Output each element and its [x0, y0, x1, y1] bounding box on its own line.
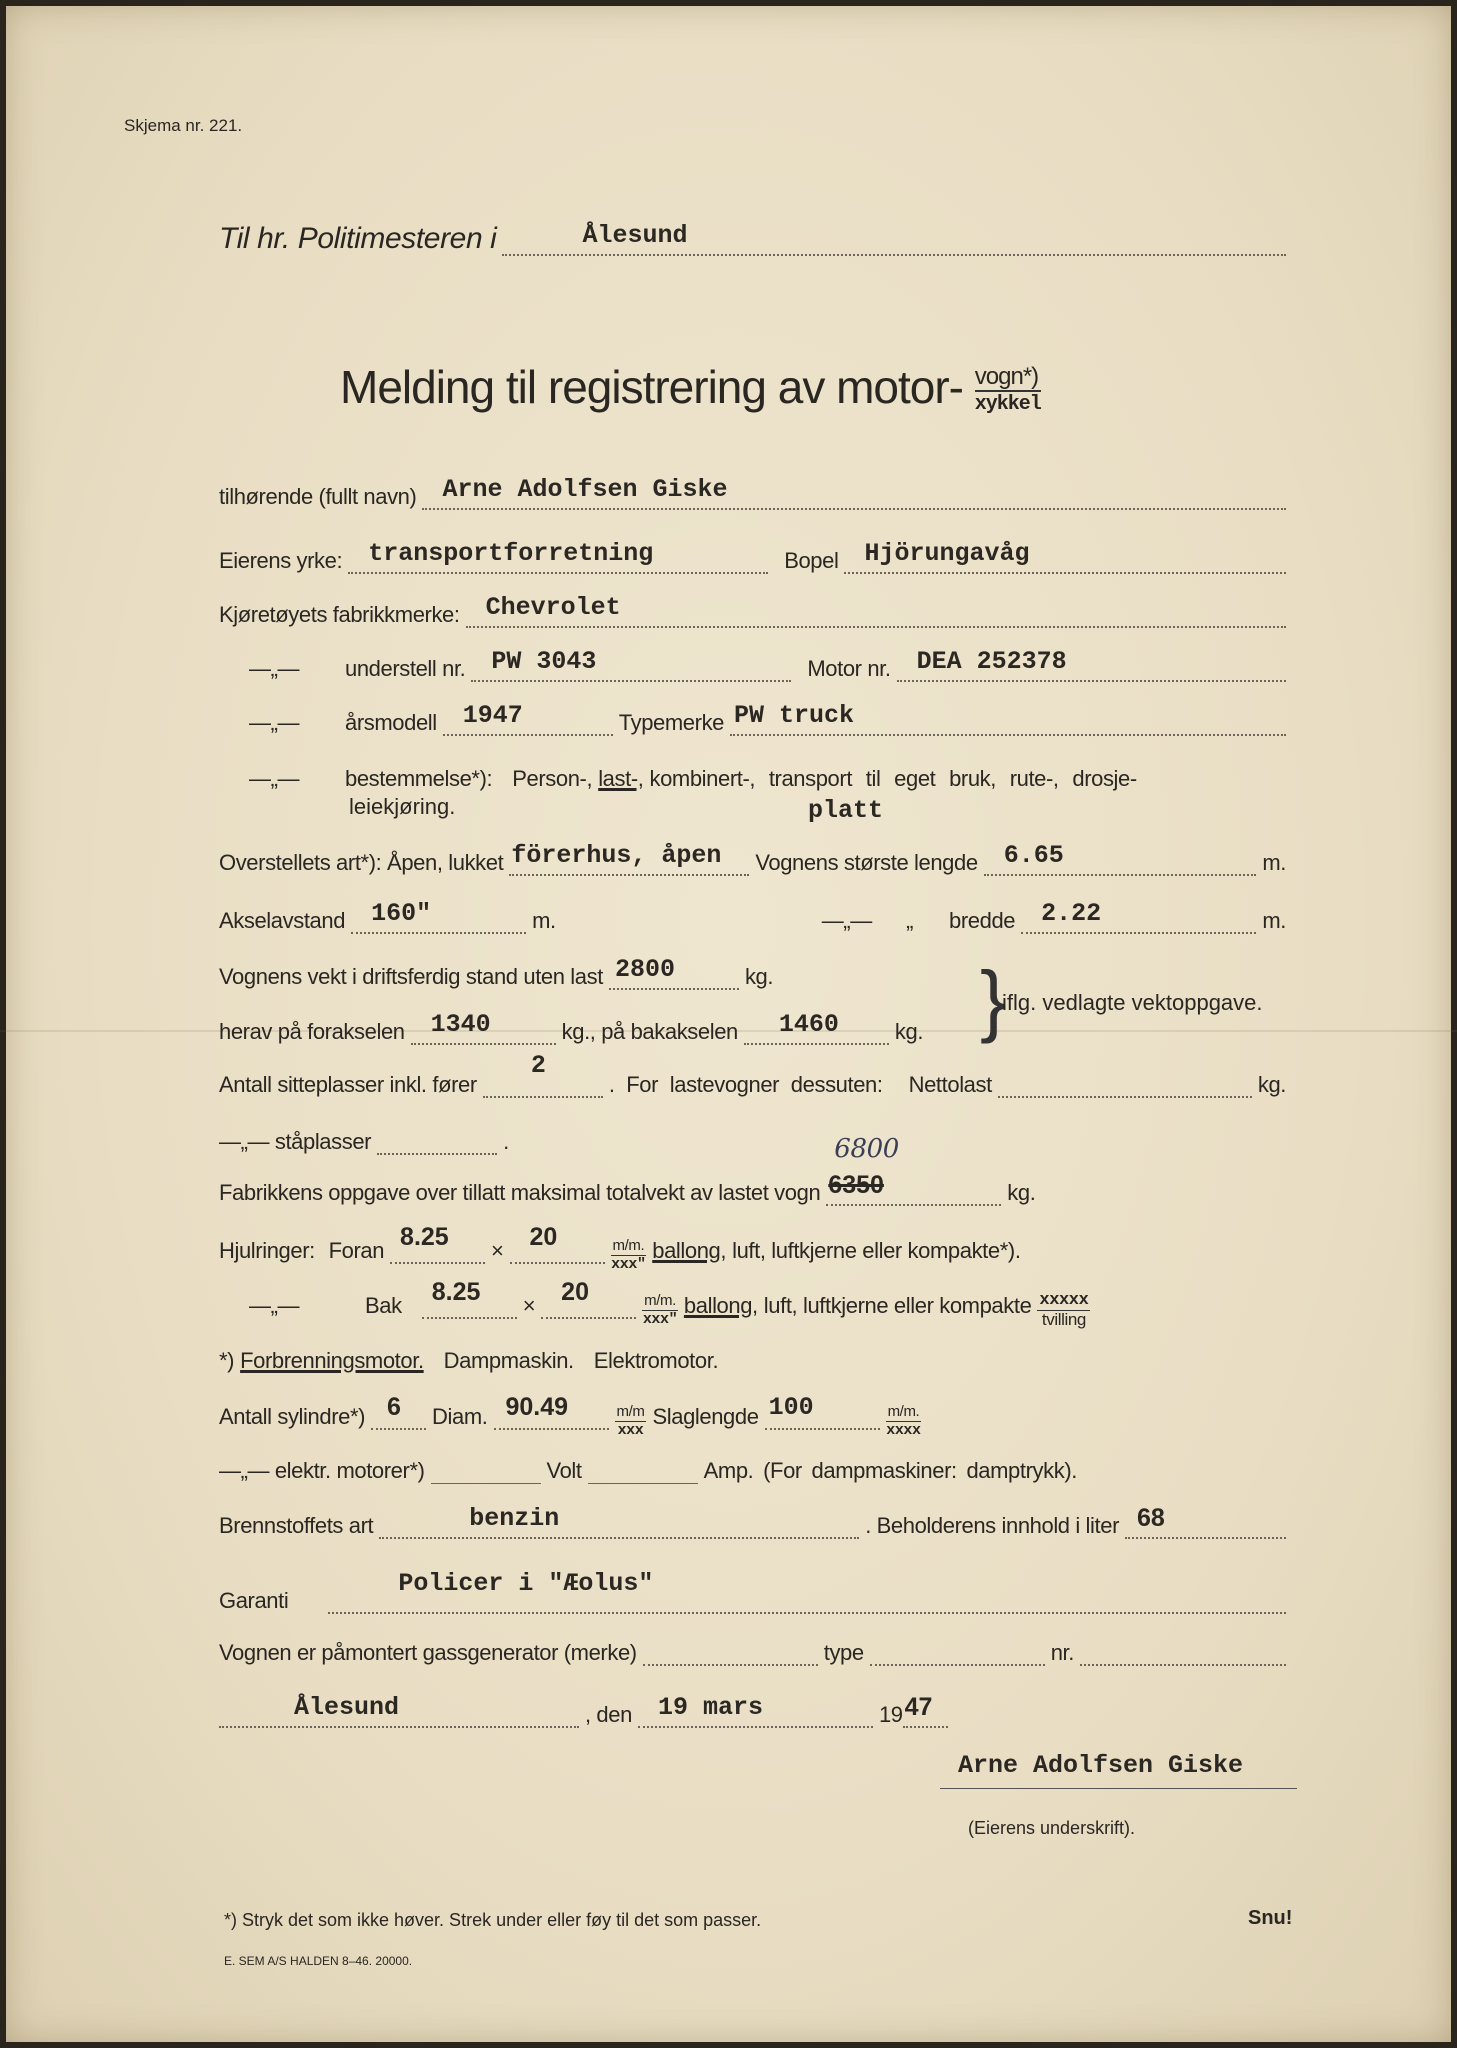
stroke-field — [765, 1393, 880, 1430]
seats-field — [483, 1051, 603, 1098]
front-axle-field — [411, 1010, 556, 1045]
rear-wheels-row — [219, 1278, 1292, 1329]
ditto-mark: —„— — [249, 656, 300, 681]
rear-unit — [642, 1292, 678, 1329]
model-year-value: 1947 — [462, 701, 523, 730]
standing-label: —„— ståplasser — [219, 1129, 372, 1154]
front-size-value: 8.25 — [400, 1223, 449, 1251]
place-value: Ålesund — [294, 1693, 400, 1722]
fuel-row — [219, 1505, 1292, 1539]
gross-weight-handwritten: 6800 — [834, 1134, 899, 1164]
engine-number-field — [897, 647, 1286, 682]
residence-label: Bopel — [784, 548, 839, 573]
front-rim-field — [510, 1223, 605, 1264]
purpose-row — [219, 758, 1292, 792]
electric-label: —„— elektr. motorer*) — [219, 1458, 425, 1483]
stroke-label: Slaglengde — [652, 1404, 759, 1429]
volt-label: Volt — [546, 1458, 582, 1483]
netload-field — [998, 1070, 1252, 1098]
rear-types: luft, luftkjerne eller kompakte — [763, 1293, 1032, 1318]
ballong-option: ballong, — [683, 1293, 758, 1318]
gas-generator-field — [643, 1638, 818, 1666]
addressee-field — [502, 221, 1286, 256]
year-field — [903, 1693, 948, 1728]
amp-label: Amp. (For dampmaskiner: damptrykk). — [703, 1458, 1077, 1483]
diameter-field — [494, 1393, 609, 1430]
make-row — [219, 594, 1292, 628]
purpose-option-last: last-, — [598, 766, 644, 791]
occupation-label: Eierens yrke: — [219, 548, 343, 573]
date-prefix: , den — [585, 1702, 632, 1727]
rear-label: Bak — [365, 1293, 402, 1318]
brace-mark: } — [980, 955, 1007, 1044]
standing-row — [219, 1121, 1292, 1155]
length-value: 6.65 — [1003, 841, 1064, 870]
cylinders-row — [219, 1393, 1292, 1439]
ballong-option: ballong, — [652, 1238, 727, 1263]
body-value: förerhus, åpen — [511, 841, 722, 870]
fuel-value: benzin — [469, 1504, 560, 1533]
type-label: Typemerke — [618, 710, 724, 735]
occupation-field — [348, 539, 768, 574]
make-label: Kjøretøyets fabrikkmerke: — [219, 602, 460, 627]
model-year-field — [443, 701, 613, 736]
body-row — [219, 842, 1292, 876]
chassis-row — [219, 648, 1292, 682]
signature-caption: (Eierens underskrift). — [968, 1818, 1136, 1838]
engine-kind-electric: Elektromotor. — [593, 1348, 719, 1373]
standing-end: . — [503, 1129, 509, 1154]
seats-label: Antall sitteplasser inkl. fører — [219, 1072, 477, 1097]
stroke-value: 100 — [768, 1393, 814, 1422]
warranty-field — [328, 1569, 1286, 1614]
date-field — [638, 1693, 873, 1728]
purpose-label: bestemmelse*): — [345, 766, 493, 791]
fuel-label: Brennstoffets art — [219, 1513, 374, 1538]
place-date-row — [219, 1694, 979, 1728]
make-value: Chevrolet — [485, 593, 621, 622]
width-ditto: —„— „ — [821, 908, 914, 933]
title-main: Melding til registrering av motor- — [340, 361, 964, 413]
gross-weight-label: Fabrikkens oppgave over tillatt maksimal totalvekt av lastet vogn — [219, 1180, 821, 1205]
diameter-unit — [615, 1403, 647, 1440]
tank-value: 68 — [1137, 1504, 1165, 1532]
gross-weight-unit: kg. — [1007, 1180, 1036, 1205]
signature-line — [940, 1752, 1297, 1789]
model-year-row — [219, 702, 1292, 736]
amp-field — [588, 1457, 698, 1484]
purpose-options-rest: kombinert-, transport til eget bruk, rute-, drosje- — [649, 766, 1137, 791]
front-size-field — [390, 1223, 485, 1264]
diameter-label: Diam. — [432, 1404, 488, 1429]
signature-value: Arne Adolfsen Giske — [958, 1751, 1244, 1780]
footnote: *) Stryk det som ikke høver. Strek under eller føy til det som passer. — [224, 1910, 762, 1930]
engine-kind-combustion: Forbrenningsmotor. — [240, 1348, 424, 1373]
unit-struck: xxx" — [611, 1256, 646, 1273]
addressee-row — [219, 222, 1292, 256]
printer-imprint: E. SEM A/S HALDEN 8–46. 20000. — [224, 1954, 413, 1968]
curb-weight-row — [219, 956, 1292, 990]
volt-field — [431, 1457, 541, 1484]
engine-number-value: DEA 252378 — [916, 647, 1067, 676]
ditto-mark: —„— — [249, 766, 300, 791]
chassis-label: understell nr. — [345, 656, 466, 681]
gas-nr-field — [1080, 1638, 1286, 1666]
length-field — [984, 841, 1257, 876]
front-types: luft, luftkjerne eller kompakte*). — [732, 1238, 1021, 1263]
curb-weight-value: 2800 — [614, 955, 675, 984]
width-value: 2.22 — [1041, 899, 1102, 928]
width-field — [1021, 899, 1256, 934]
unit-mm: m/m. — [644, 1292, 676, 1309]
make-field — [466, 593, 1286, 628]
gas-generator-label: Vognen er påmontert gassgenerator (merke) — [219, 1640, 637, 1665]
fuel-field — [379, 1504, 859, 1539]
rear-rim-field — [541, 1278, 636, 1319]
front-rim-value: 20 — [529, 1223, 558, 1251]
tank-field — [1125, 1504, 1286, 1539]
rear-added: tvilling — [1041, 1310, 1086, 1329]
unit-mm: m/m. — [887, 1403, 920, 1420]
form-title — [340, 360, 1041, 418]
gas-nr-label: nr. — [1050, 1640, 1074, 1665]
chassis-value: PW 3043 — [491, 647, 597, 676]
gross-weight-struck: 6350 — [828, 1171, 884, 1199]
times-sign: × — [522, 1293, 536, 1318]
purpose-line2: leiekjøring. — [349, 794, 456, 819]
wheels-label: Hjulringer: Foran — [219, 1238, 385, 1263]
length-label: Vognens største lengde — [755, 850, 978, 875]
front-unit — [611, 1237, 647, 1274]
wheelbase-unit: m. — [532, 908, 556, 933]
width-label: bredde — [949, 908, 1016, 933]
rear-axle-unit: kg. — [894, 1019, 924, 1044]
front-axle-value: 1340 — [430, 1010, 491, 1039]
turn-over-note: Snu! — [1248, 1907, 1293, 1929]
type-field — [730, 701, 1286, 736]
engine-number-label: Motor nr. — [807, 656, 891, 681]
length-unit: m. — [1262, 850, 1286, 875]
width-unit: m. — [1262, 908, 1286, 933]
gas-type-label: type — [823, 1640, 864, 1665]
times-sign: × — [491, 1238, 504, 1263]
ditto-mark: —„— — [249, 710, 300, 735]
electric-row — [219, 1450, 1292, 1484]
model-year-label: årsmodell — [345, 710, 437, 735]
owner-name-value: Arne Adolfsen Giske — [442, 475, 728, 504]
wheelbase-value: 160" — [371, 899, 432, 928]
tank-label: . Beholderens innhold i liter — [865, 1513, 1120, 1538]
cylinders-field — [371, 1393, 426, 1430]
title-option-vogn: vogn*) — [975, 364, 1041, 392]
date-value: 19 mars — [657, 1693, 763, 1722]
rear-size-value: 8.25 — [431, 1278, 481, 1306]
seats-row — [219, 1051, 1292, 1098]
form-number: Skjema nr. 221. — [124, 116, 243, 135]
curb-weight-label: Vognens vekt i driftsferdig stand uten last — [219, 964, 603, 989]
residence-field — [844, 539, 1286, 574]
unit-struck: xxx — [617, 1422, 644, 1439]
netload-label: Nettolast — [908, 1072, 992, 1097]
purpose-option-person: Person-, — [512, 766, 593, 791]
weight-note: iflg. vedlagte vektoppgave. — [1002, 990, 1263, 1015]
body-field — [509, 841, 749, 876]
wheelbase-field — [351, 899, 526, 934]
engine-kind-steam: Dampmaskin. — [443, 1348, 574, 1373]
rear-axle-label: kg., på bakakselen — [561, 1019, 738, 1044]
cylinders-value: 6 — [387, 1393, 401, 1421]
occupation-row — [219, 540, 1292, 574]
addressee-label: Til hr. Politimesteren i — [219, 222, 497, 255]
unit-mm: m/m. — [612, 1237, 645, 1254]
front-wheels-row — [219, 1223, 1292, 1273]
gross-weight-field — [826, 1134, 1001, 1206]
netload-unit: kg. — [1257, 1072, 1286, 1097]
body-label: Overstellets art*): Åpen, lukket — [219, 850, 504, 875]
cylinders-label: Antall sylindre*) — [219, 1404, 366, 1429]
residence-value: Hjörungavåg — [864, 539, 1030, 568]
place-field — [219, 1693, 579, 1728]
stroke-unit — [886, 1403, 922, 1440]
chassis-field — [471, 647, 791, 682]
title-option-struck: xykkel — [974, 392, 1041, 416]
warranty-row — [219, 1569, 1292, 1614]
purpose-added-value: platt — [808, 796, 884, 825]
rear-tyre-kind — [1037, 1292, 1090, 1329]
standing-field — [377, 1127, 497, 1155]
front-axle-label: herav på forakselen — [219, 1019, 405, 1044]
rear-axle-field — [744, 1010, 889, 1045]
seats-value: 2 — [530, 1051, 546, 1080]
rear-size-field — [422, 1278, 517, 1319]
rear-rim-value: 20 — [561, 1278, 589, 1306]
warranty-value: Policer i "Æolus" — [398, 1569, 654, 1598]
warranty-label: Garanti — [219, 1588, 289, 1613]
year-century: 19 — [878, 1702, 903, 1727]
owner-name-field — [422, 475, 1286, 510]
unit-struck: xxx" — [642, 1311, 678, 1328]
owner-name-label: tilhørende (fullt navn) — [219, 484, 417, 509]
unit-mm: m/m — [616, 1403, 645, 1420]
ditto-mark: —„— — [249, 1293, 300, 1318]
truck-label: . For lastevogner dessuten: — [608, 1072, 883, 1097]
owner-name-row — [219, 476, 1292, 510]
occupation-value: transportforretning — [368, 539, 654, 568]
wheelbase-row — [219, 900, 1292, 934]
year-value: 47 — [904, 1693, 933, 1721]
diameter-value: 90.49 — [505, 1393, 569, 1421]
curb-weight-unit: kg. — [744, 964, 774, 989]
wheelbase-label: Akselavstand — [219, 908, 346, 933]
gas-generator-row — [219, 1632, 1292, 1666]
gas-type-field — [870, 1638, 1045, 1666]
addressee-value: Ålesund — [582, 221, 688, 250]
footnote-star: *) — [219, 1348, 235, 1373]
rear-axle-value: 1460 — [778, 1010, 839, 1039]
unit-struck: xxxx — [886, 1422, 921, 1439]
axle-weight-row — [219, 1011, 1292, 1045]
type-value: PW truck — [734, 701, 855, 730]
rear-struck: xxxxx — [1039, 1291, 1089, 1310]
curb-weight-field — [609, 955, 739, 990]
engine-kind-row — [219, 1340, 1292, 1374]
